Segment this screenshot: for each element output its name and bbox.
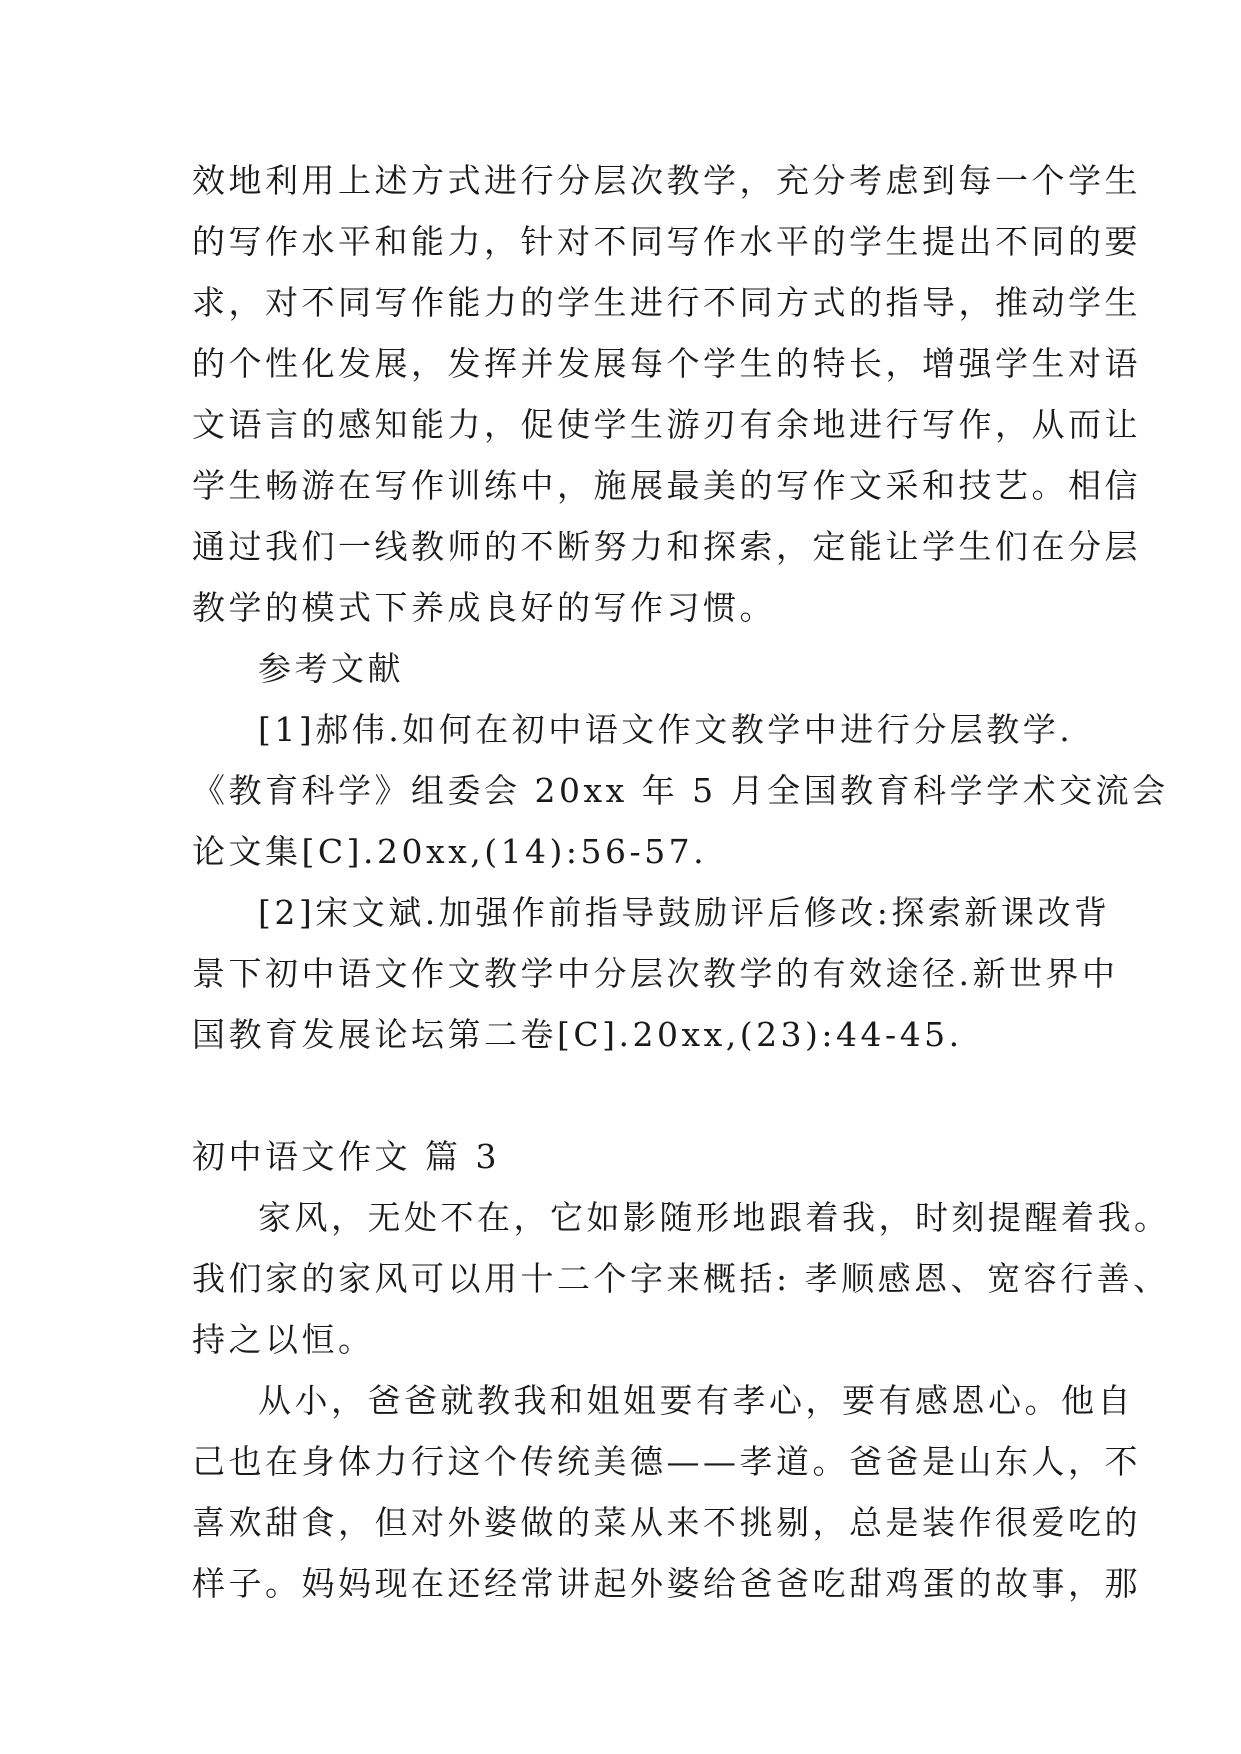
reference-line: 论文集[C].20xx,(14):56-57.	[192, 832, 708, 871]
text-line: 从小，爸爸就教我和姐姐要有孝心，要有感恩心。他自	[258, 1381, 1134, 1420]
reference-line: [2]宋文斌.加强作前指导鼓励评后修改:探索新课改背	[258, 893, 1111, 932]
text-line: 家风，无处不在，它如影随形地跟着我，时刻提醒着我。	[258, 1198, 1171, 1237]
references-heading: 参考文献	[258, 649, 404, 688]
reference-line: 《教育科学》组委会 20xx 年 5 月全国教育科学学术交流会	[192, 771, 1169, 810]
text-line: 求，对不同写作能力的学生进行不同方式的指导，推动学生	[192, 283, 1141, 322]
section-text	[192, 1187, 1171, 1614]
text-line: 教学的模式下养成良好的写作习惯。	[192, 588, 776, 627]
blank-line	[192, 1065, 1052, 1126]
text-line: 我们家的家风可以用十二个字来概括: 孝顺感恩、宽容行善、	[192, 1259, 1170, 1298]
text-line: 持之以恒。	[192, 1320, 375, 1359]
reference-line: 国教育发展论坛第二卷[C].20xx,(23):44-45.	[192, 1015, 963, 1054]
text-line: 学生畅游在写作训练中，施展最美的写作文采和技艺。相信	[192, 466, 1141, 505]
text-line: 己也在身体力行这个传统美德——孝道。爸爸是山东人，不	[192, 1442, 1141, 1481]
section-title: 初中语文作文 篇 3	[192, 1137, 500, 1176]
text-line: 通过我们一线教师的不断努力和探索，定能让学生们在分层	[192, 527, 1141, 566]
text-line: 文语言的感知能力，促使学生游刃有余地进行写作，从而让	[192, 405, 1141, 444]
document-page	[192, 150, 1171, 1614]
reference-line: [1]郝伟.如何在初中语文作文教学中进行分层教学.	[258, 710, 1074, 749]
body-text	[192, 150, 1169, 1065]
text-line: 的写作水平和能力，针对不同写作水平的学生提出不同的要	[192, 222, 1141, 261]
reference-line: 景下初中语文作文教学中分层次教学的有效途径.新世界中	[192, 954, 1119, 993]
text-line: 样子。妈妈现在还经常讲起外婆给爸爸吃甜鸡蛋的故事，那	[192, 1564, 1141, 1603]
text-line: 喜欢甜食，但对外婆做的菜从来不挑剔，总是装作很爱吃的	[192, 1503, 1141, 1542]
text-line: 效地利用上述方式进行分层次教学，充分考虑到每一个学生	[192, 161, 1141, 200]
text-line: 的个性化发展，发挥并发展每个学生的特长，增强学生对语	[192, 344, 1141, 383]
